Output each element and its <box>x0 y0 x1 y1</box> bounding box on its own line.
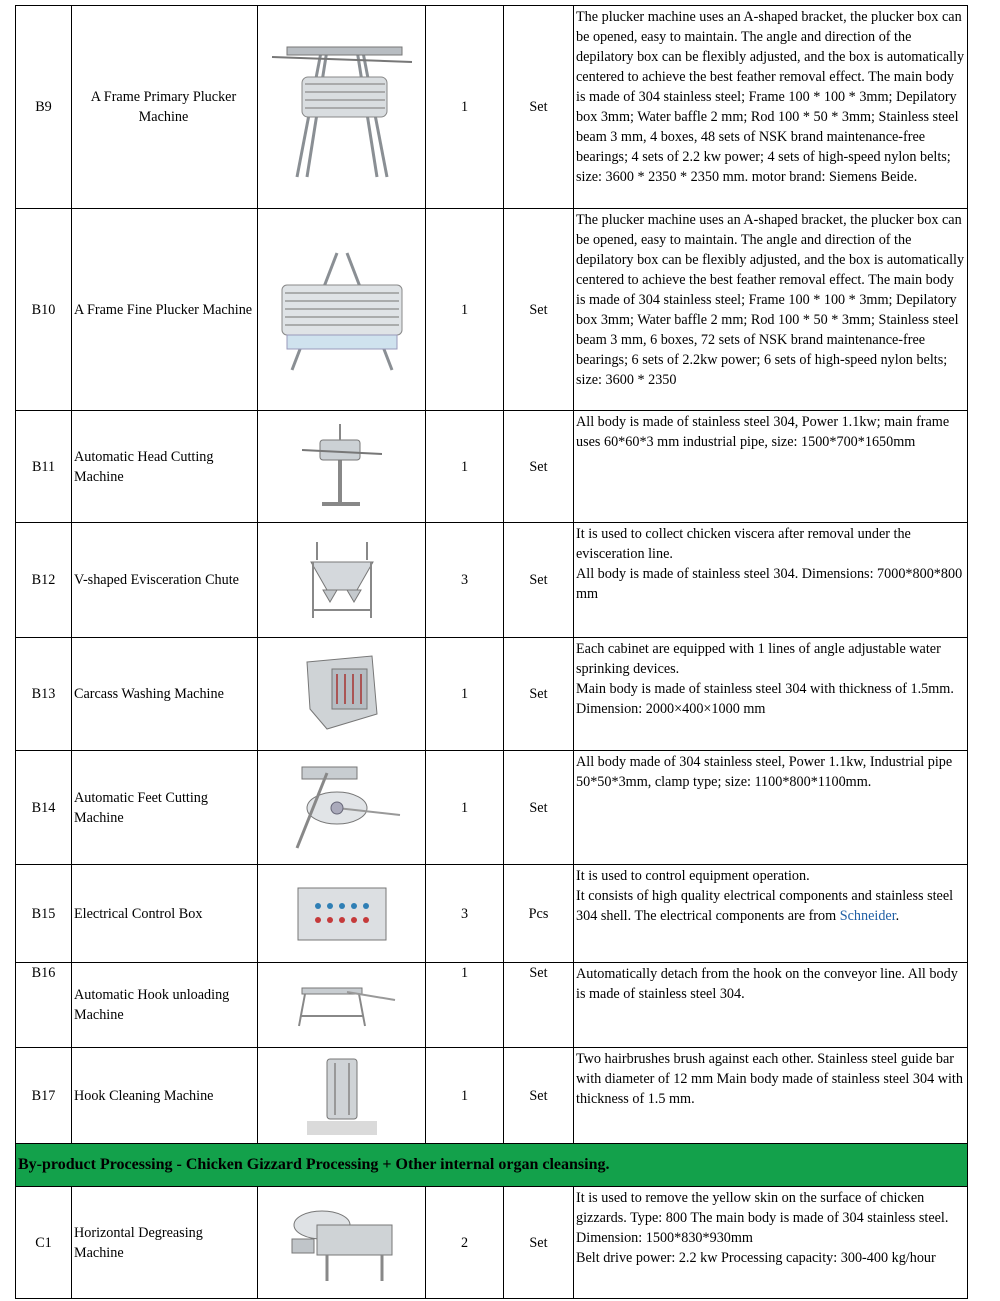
item-description <box>574 1048 968 1144</box>
item-unit: Set <box>504 1048 574 1144</box>
table-row <box>16 411 968 523</box>
plucker-machine-illustration <box>267 32 417 182</box>
item-code: B11 <box>16 411 72 523</box>
item-name: V-shaped Evisceration Chute <box>72 523 258 638</box>
item-name: A Frame Fine Plucker Machine <box>72 209 258 411</box>
description-text: It is used to remove the yellow skin on the surface of chicken gizzards. Type: 800 The main body is made of 304 stainless steel. Dimension: 1500*830*930mm <box>576 1190 949 1246</box>
item-unit: Set <box>504 523 574 638</box>
item-image <box>258 523 426 638</box>
item-description <box>574 411 968 523</box>
item-qty: 2 <box>426 1187 504 1299</box>
item-qty: 1 <box>426 751 504 865</box>
item-description <box>574 963 968 1048</box>
description-text: It consists of high quality electrical components and stainless steel 304 shell. The electrical components are from <box>576 888 954 924</box>
item-image <box>258 6 426 209</box>
item-unit: Set <box>504 411 574 523</box>
item-code: B9 <box>16 6 72 209</box>
description-text: Belt drive power: 2.2 kw Processing capacity: 300-400 kg/hour <box>576 1250 936 1266</box>
item-unit: Set <box>504 209 574 411</box>
item-unit: Pcs <box>504 865 574 963</box>
item-code: C1 <box>16 1187 72 1299</box>
description-text: It is used to control equipment operation. <box>576 868 810 884</box>
section-title: By-product Processing - Chicken Gizzard Processing + Other internal organ cleansing. <box>16 1144 968 1187</box>
table-row <box>16 638 968 751</box>
item-qty: 1 <box>426 1048 504 1144</box>
table-row <box>16 209 968 411</box>
item-qty: 3 <box>426 523 504 638</box>
item-name: Horizontal Degreasing Machine <box>72 1187 258 1299</box>
feet-cutter-illustration <box>282 763 402 853</box>
description-text: The plucker machine uses an A-shaped bracket, the plucker box can be opened, easy to maintain. The angle and direction of the depilatory box can be flexibly adjusted, and the box is automatically centered to achieve the best feather removal effect. The main body is made of 304 stainless steel; Frame 100 * 100 * 3mm; Depilatory box 3mm; Water baffle 2 mm; Rod 100 * 50 * 3mm; Stainless steel beam 3 mm, 4 boxes, 48 sets of NSK brand maintenance-free bearings; 4 sets of 2.2 kw power; 4 sets of high-speed nylon belts; size: 3600 * 2350 * 2350 mm. motor brand: Siemens Beide. <box>576 9 965 185</box>
description-text: Two hairbrushes brush against each other. Stainless steel guide bar with diameter of 12 mm Main body made of stainless steel 304 with thickness of 1.5 mm. <box>576 1051 963 1107</box>
item-code: B13 <box>16 638 72 751</box>
item-unit: Set <box>504 751 574 865</box>
item-qty: 1 <box>426 6 504 209</box>
item-unit: Set <box>504 638 574 751</box>
description-text: It is used to collect chicken viscera after removal under the evisceration line. <box>576 526 911 562</box>
item-description <box>574 638 968 751</box>
item-qty: 3 <box>426 865 504 963</box>
item-code: B10 <box>16 209 72 411</box>
item-description <box>574 523 968 638</box>
degreasing-machine-illustration <box>287 1203 397 1283</box>
item-image <box>258 638 426 751</box>
table-row <box>16 751 968 865</box>
head-cutter-illustration <box>302 422 382 512</box>
item-code: B12 <box>16 523 72 638</box>
control-box-illustration <box>296 884 388 944</box>
item-name: Automatic Hook unloading Machine <box>72 963 258 1048</box>
item-image <box>258 1187 426 1299</box>
item-unit: Set <box>504 1187 574 1299</box>
item-image <box>258 209 426 411</box>
table-row <box>16 1187 968 1299</box>
item-name: Hook Cleaning Machine <box>72 1048 258 1144</box>
carcass-washer-illustration <box>302 654 382 734</box>
item-name: Automatic Feet Cutting Machine <box>72 751 258 865</box>
description-tail: . <box>895 908 900 924</box>
description-text: Each cabinet are equipped with 1 lines of angle adjustable water sprinking devices. <box>576 641 941 677</box>
item-qty: 1 <box>426 411 504 523</box>
schneider-link[interactable]: Schneider <box>839 908 896 924</box>
item-description <box>574 1187 968 1299</box>
table-row <box>16 523 968 638</box>
item-image <box>258 963 426 1048</box>
item-description <box>574 865 968 963</box>
item-description <box>574 751 968 865</box>
item-qty: 1 <box>426 963 504 1048</box>
section-header-row <box>16 1144 968 1187</box>
item-code: B14 <box>16 751 72 865</box>
item-name: Carcass Washing Machine <box>72 638 258 751</box>
item-name: Automatic Head Cutting Machine <box>72 411 258 523</box>
evisceration-chute-illustration <box>307 540 377 620</box>
description-text: Main body is made of stainless steel 304 with thickness of 1.5mm. Dimension: 2000×400×1000 mm <box>576 681 954 717</box>
item-image <box>258 1048 426 1144</box>
description-text: All body is made of stainless steel 304, Power 1.1kw; main frame uses 60*60*3 mm industrial pipe, size: 1500*700*1650mm <box>576 414 950 450</box>
item-unit: Set <box>504 963 574 1048</box>
item-image <box>258 751 426 865</box>
item-name: Electrical Control Box <box>72 865 258 963</box>
table-row <box>16 963 968 1048</box>
description-text: All body is made of stainless steel 304. Dimensions: 7000*800*800 mm <box>576 566 963 602</box>
item-code: B16 <box>16 963 72 1048</box>
item-unit: Set <box>504 6 574 209</box>
table-row <box>16 1048 968 1144</box>
item-qty: 1 <box>426 638 504 751</box>
item-description <box>574 6 968 209</box>
hook-unloader-illustration <box>287 980 397 1030</box>
item-image <box>258 865 426 963</box>
item-code: B17 <box>16 1048 72 1144</box>
equipment-table <box>15 5 968 1299</box>
hook-cleaner-illustration <box>307 1055 377 1137</box>
item-image <box>258 411 426 523</box>
table-row <box>16 6 968 209</box>
item-name: A Frame Primary Plucker Machine <box>72 6 258 209</box>
description-text: All body made of 304 stainless steel, Power 1.1kw, Industrial pipe 50*50*3mm, clamp type; size: 1100*800*1100mm. <box>576 754 953 790</box>
item-code: B15 <box>16 865 72 963</box>
item-qty: 1 <box>426 209 504 411</box>
table-row <box>16 865 968 963</box>
description-text: The plucker machine uses an A-shaped bracket, the plucker box can be opened, easy to maintain. The angle and direction of the depilatory box can be flexibly adjusted, and the box is automatically centered to achieve the best feather removal effect. The main body is made of 304 stainless steel; Frame 100 * 100 * 3mm; Depilatory box 3mm; Water baffle 2 mm; Rod 100 * 50 * 3mm; Stainless steel beam 3 mm, 6 boxes, 72 sets of NSK brand maintenance-free bearings; 6 sets of 2.2kw power; 6 sets of high-speed nylon belts; size: 3600 * 2350 <box>576 212 965 388</box>
fine-plucker-illustration <box>267 245 417 375</box>
description-text: Automatically detach from the hook on the conveyor line. All body is made of stainless steel 304. <box>576 966 958 1002</box>
item-description <box>574 209 968 411</box>
